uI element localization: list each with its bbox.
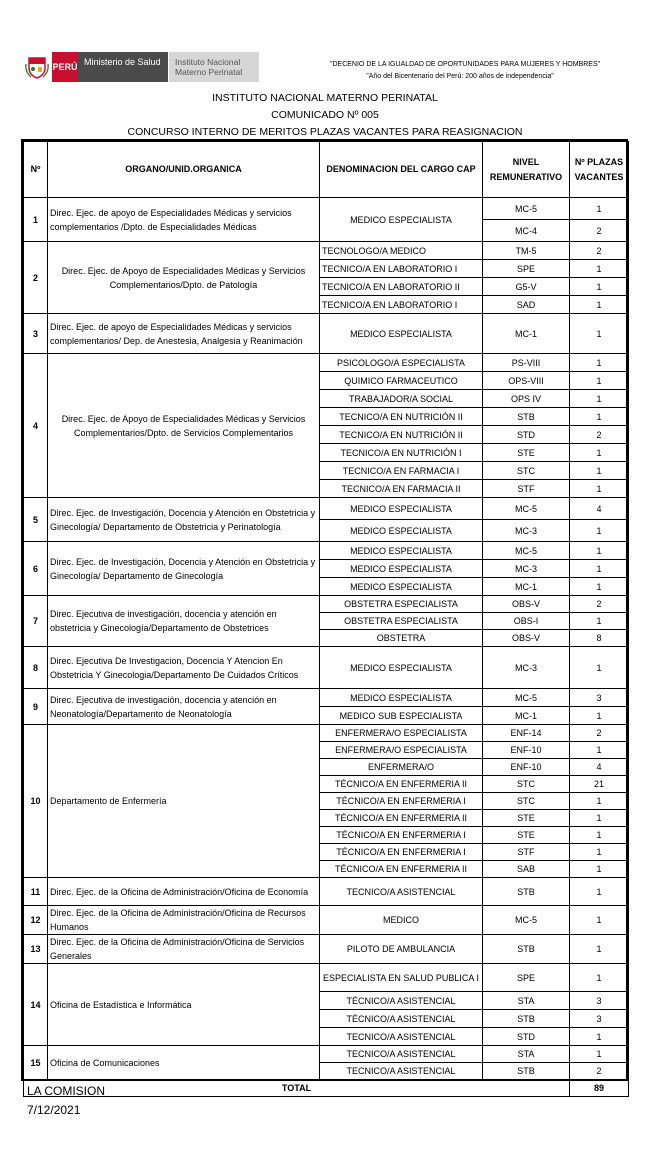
vacancy-count: 1: [570, 1046, 629, 1063]
pay-level: STE: [483, 444, 570, 462]
vacancy-count: 1: [570, 390, 629, 408]
vacancy-count: 3: [570, 689, 629, 707]
vacancy-count: 2: [570, 725, 629, 742]
coat-of-arms-icon: [22, 52, 52, 82]
position-name: TECNICO/A ASISTENCIAL: [320, 878, 483, 906]
position-name: OBSTETRA: [320, 630, 483, 647]
vacancy-count: 1: [570, 742, 629, 759]
organ-unit: Oficina de Estadística e Informática: [48, 964, 320, 1046]
row-number: 1: [24, 198, 48, 242]
vacancy-count: 1: [570, 408, 629, 426]
organ-unit: Direc. Ejec. de Apoyo de Especialidades Médicas y Servicios Complementarios/Dpto. de Servicios Complementarios: [48, 354, 320, 498]
table-row: [24, 935, 629, 964]
organ-unit: Oficina de Comunicaciones: [48, 1046, 320, 1080]
institute-title: INSTITUTO NACIONAL MATERNO PERINATAL: [212, 92, 438, 104]
table-row: [24, 242, 629, 260]
pay-level: SAD: [483, 296, 570, 314]
vacancy-count: 21: [570, 776, 629, 793]
vacancy-count: 1: [570, 647, 629, 689]
vacancy-count: 1: [570, 827, 629, 844]
row-number: 13: [24, 935, 48, 964]
pay-level: OBS-V: [483, 596, 570, 613]
pay-level: MC-5: [483, 906, 570, 935]
row-number: 9: [24, 689, 48, 725]
position-name: ENFERMERA/O ESPECIALISTA: [320, 725, 483, 742]
vacancy-count: 1: [570, 793, 629, 810]
pay-level: MC-1: [483, 707, 570, 725]
vacancy-count: 2: [570, 426, 629, 444]
row-number: 10: [24, 725, 48, 878]
vacancy-count: 1: [570, 444, 629, 462]
vacancy-count: 1: [570, 844, 629, 861]
organ-unit: Direc. Ejecutiva De Investigacion, Docencia Y Atencion En Obstetricia Y Ginecologia/Departamento De Cuidados Críticos: [48, 647, 320, 689]
pay-level: MC-1: [483, 578, 570, 596]
table-row: [24, 878, 629, 906]
position-name: PILOTO DE AMBULANCIA: [320, 935, 483, 964]
total-label: TOTAL: [24, 1080, 570, 1097]
position-name: MEDICO ESPECIALISTA: [320, 560, 483, 578]
vacancy-count: 1: [570, 462, 629, 480]
vacancy-count: 8: [570, 630, 629, 647]
pay-level: SAB: [483, 861, 570, 878]
position-name: TÉCNICO/A ASISTENCIAL: [320, 1010, 483, 1028]
vacancy-count: 1: [570, 935, 629, 964]
vacancy-count: 1: [570, 560, 629, 578]
position-name: TÉCNICO/A ASISTENCIAL: [320, 992, 483, 1010]
organ-unit: Direc. Ejec. de apoyo de Especialidades Médicas y servicios complementarios/ Dep. de Anestesia, Analgesia y Reanimación: [48, 314, 320, 354]
pay-level: STD: [483, 1028, 570, 1046]
position-name: ENFERMERA/O: [320, 759, 483, 776]
vacancy-count: 4: [570, 498, 629, 520]
organ-unit: Direc. Ejec. de la Oficina de Administración/Oficina de Economía: [48, 878, 320, 906]
header-level: NIVEL REMUNERATIVO: [483, 142, 570, 198]
table-row: [24, 689, 629, 707]
pay-level: STB: [483, 878, 570, 906]
position-name: TECNICO/A EN LABORATORIO I: [320, 260, 483, 278]
position-name: TÉCNICO/A EN ENFERMERIA I: [320, 844, 483, 861]
pay-level: MC-3: [483, 520, 570, 542]
pay-level: ENF-14: [483, 725, 570, 742]
vacancy-count: 1: [570, 861, 629, 878]
header-num: Nº: [24, 142, 48, 198]
position-name: MEDICO ESPECIALISTA: [320, 647, 483, 689]
organ-unit: Direc. Ejec. de Apoyo de Especialidades Médicas y Servicios Complementarios/Dpto. de Patología: [48, 242, 320, 314]
vacancy-count: 1: [570, 542, 629, 560]
position-name: TECNICO/A EN FARMACIA II: [320, 480, 483, 498]
pay-level: STE: [483, 827, 570, 844]
position-name: TECNICO/A ASISTENCIAL: [320, 1063, 483, 1080]
pay-level: STC: [483, 462, 570, 480]
pay-level: MC-3: [483, 647, 570, 689]
table-row: [24, 198, 629, 220]
vacancy-count: 1: [570, 354, 629, 372]
position-name: TECNOLOGO/A MEDICO: [320, 242, 483, 260]
vacancy-count: 1: [570, 613, 629, 630]
row-number: 4: [24, 354, 48, 498]
vacancy-count: 1: [570, 296, 629, 314]
position-name: MEDICO ESPECIALISTA: [320, 542, 483, 560]
vacancy-count: 2: [570, 242, 629, 260]
pay-level: STC: [483, 793, 570, 810]
position-name: TRABAJADOR/A SOCIAL: [320, 390, 483, 408]
pay-level: STB: [483, 1010, 570, 1028]
pay-level: STA: [483, 992, 570, 1010]
table-row: [24, 354, 629, 372]
position-name: TECNICO/A EN NUTRICIÓN II: [320, 408, 483, 426]
position-name: ENFERMERA/O ESPECIALISTA: [320, 742, 483, 759]
position-name: TECNICO/A ASISTENCIAL: [320, 1028, 483, 1046]
pay-level: OBS-I: [483, 613, 570, 630]
position-name: MEDICO ESPECIALISTA: [320, 498, 483, 520]
row-number: 11: [24, 878, 48, 906]
vacancy-count: 1: [570, 480, 629, 498]
table-row: [24, 596, 629, 613]
vacancy-count: 1: [570, 578, 629, 596]
pay-level: MC-5: [483, 198, 570, 220]
vacancy-count: 1: [570, 520, 629, 542]
row-number: 2: [24, 242, 48, 314]
position-name: TECNICO/A EN LABORATORIO II: [320, 278, 483, 296]
vacancy-count: 1: [570, 707, 629, 725]
pay-level: OPS-VIII: [483, 372, 570, 390]
total-row: [24, 1080, 629, 1097]
pay-level: MC-5: [483, 542, 570, 560]
position-name: TECNICO/A ASISTENCIAL: [320, 1046, 483, 1063]
pay-level: STF: [483, 480, 570, 498]
position-name: MEDICO ESPECIALISTA: [320, 314, 483, 354]
position-name: QUIMICO FARMACEUTICO: [320, 372, 483, 390]
position-name: MEDICO ESPECIALISTA: [320, 689, 483, 707]
pay-level: STB: [483, 1063, 570, 1080]
pay-level: SPE: [483, 260, 570, 278]
pay-level: STB: [483, 935, 570, 964]
vacancy-count: 1: [570, 1028, 629, 1046]
pay-level: G5-V: [483, 278, 570, 296]
organ-unit: Departamento de Enfermería: [48, 725, 320, 878]
row-number: 14: [24, 964, 48, 1046]
organ-unit: Direc. Ejec. de la Oficina de Administración/Oficina de Recursos Humanos: [48, 906, 320, 935]
row-number: 3: [24, 314, 48, 354]
position-name: MEDICO ESPECIALISTA: [320, 578, 483, 596]
vacancy-count: 2: [570, 596, 629, 613]
pay-level: MC-1: [483, 314, 570, 354]
pay-level: SPE: [483, 964, 570, 992]
row-number: 15: [24, 1046, 48, 1080]
position-name: MEDICO ESPECIALISTA: [320, 198, 483, 242]
row-number: 7: [24, 596, 48, 647]
table-row: [24, 647, 629, 689]
table-row: [24, 498, 629, 520]
position-name: MEDICO SUB ESPECIALISTA: [320, 707, 483, 725]
signature: LA COMISION: [27, 1084, 106, 1098]
date: 7/12/2021: [27, 1103, 81, 1117]
vacancy-count: 1: [570, 198, 629, 220]
vacancy-count: 1: [570, 810, 629, 827]
header-vacancies: Nº PLAZAS VACANTES: [570, 142, 629, 198]
position-name: MEDICO: [320, 906, 483, 935]
vacancy-count: 1: [570, 964, 629, 992]
organ-unit: Direc. Ejec. de la Oficina de Administración/Oficina de Servicios Generales: [48, 935, 320, 964]
position-name: TÉCNICO/A EN ENFERMERIA I: [320, 827, 483, 844]
row-number: 12: [24, 906, 48, 935]
vacancy-count: 2: [570, 1063, 629, 1080]
position-name: TÉCNICO/A EN ENFERMERIA II: [320, 776, 483, 793]
ministry-label: Ministerio de Salud: [78, 52, 168, 82]
position-name: TECNICO/A EN NUTRICIÓN II: [320, 426, 483, 444]
institute-label: Instituto Nacional Materno Perinatal: [169, 52, 259, 82]
total-value: 89: [570, 1080, 629, 1097]
position-name: OBSTETRA ESPECIALISTA: [320, 613, 483, 630]
vacancy-count: 4: [570, 759, 629, 776]
vacancy-count: 3: [570, 992, 629, 1010]
position-name: TECNICO/A EN LABORATORIO I: [320, 296, 483, 314]
position-name: OBSTETRA ESPECIALISTA: [320, 596, 483, 613]
vacancy-count: 1: [570, 372, 629, 390]
pay-level: OBS-V: [483, 630, 570, 647]
position-name: PSICOLOGO/A ESPECIALISTA: [320, 354, 483, 372]
position-name: ESPECIALISTA EN SALUD PUBLICA I: [320, 964, 483, 992]
position-name: TÉCNICO/A EN ENFERMERIA I: [320, 793, 483, 810]
row-number: 6: [24, 542, 48, 596]
pay-level: STA: [483, 1046, 570, 1063]
pay-level: OPS IV: [483, 390, 570, 408]
peru-label: PERÚ: [52, 52, 78, 82]
pay-level: STE: [483, 810, 570, 827]
vacancies-table: [23, 141, 629, 1097]
vacancy-count: 1: [570, 314, 629, 354]
vacancy-count: 3: [570, 1010, 629, 1028]
position-name: MEDICO ESPECIALISTA: [320, 520, 483, 542]
pay-level: MC-4: [483, 220, 570, 242]
pay-level: MC-5: [483, 498, 570, 520]
pay-level: MC-3: [483, 560, 570, 578]
row-number: 5: [24, 498, 48, 542]
table-row: [24, 1046, 629, 1063]
pay-level: PS-VIII: [483, 354, 570, 372]
communique-title: COMUNICADO Nº 005: [271, 109, 379, 121]
row-number: 8: [24, 647, 48, 689]
institution-logo: [22, 52, 259, 82]
organ-unit: Direc. Ejecutiva de investigación, docencia y atención en Neonatología/Departamento de Neonatología: [48, 689, 320, 725]
footer: [27, 1082, 105, 1120]
position-name: TÉCNICO/A EN ENFERMERIA II: [320, 861, 483, 878]
vacancy-count: 1: [570, 260, 629, 278]
header-position: DENOMINACION DEL CARGO CAP: [320, 142, 483, 198]
pay-level: STC: [483, 776, 570, 793]
vacancy-count: 1: [570, 906, 629, 935]
document-titles: [0, 90, 650, 141]
pay-level: TM-5: [483, 242, 570, 260]
pay-level: STD: [483, 426, 570, 444]
header-organ: ORGANO/UNID.ORGANICA: [48, 142, 320, 198]
decenio-line: "DECENIO DE LA IGUALDAD DE OPORTUNIDADES PARA MUJERES Y HOMBRES": [330, 61, 601, 68]
table-row: [24, 906, 629, 935]
organ-unit: Direc. Ejec. de Investigación, Docencia y Atención en Obstetricia y Ginecología/ Departamento de Ginecología: [48, 542, 320, 596]
vacancy-count: 1: [570, 278, 629, 296]
decenio-header: [330, 59, 601, 83]
organ-unit: Direc. Ejec. de apoyo de Especialidades Médicas y servicios complementarios /Dpto. de Especialidades Médicas: [48, 198, 320, 242]
contest-title: CONCURSO INTERNO DE MERITOS PLAZAS VACANTES PARA REASIGNACION: [127, 126, 523, 138]
table-row: [24, 725, 629, 742]
organ-unit: Direc. Ejecutiva de investigación, docencia y atención en obstetricia y Ginecología/Departamento de Obstetrices: [48, 596, 320, 647]
organ-unit: Direc. Ejec. de Investigación, Docencia y Atención en Obstetricia y Ginecología/ Departamento de Obstetricia y Perinatología: [48, 498, 320, 542]
position-name: TÉCNICO/A EN ENFERMERIA II: [320, 810, 483, 827]
pay-level: ENF-10: [483, 759, 570, 776]
pay-level: MC-5: [483, 689, 570, 707]
vacancy-count: 2: [570, 220, 629, 242]
pay-level: STB: [483, 408, 570, 426]
table-row: [24, 964, 629, 992]
year-line: "Año del Bicentenario del Perú: 200 años de independencia": [366, 73, 554, 80]
pay-level: ENF-10: [483, 742, 570, 759]
table-header-row: [24, 142, 629, 198]
vacancy-count: 1: [570, 878, 629, 906]
position-name: TECNICO/A EN NUTRICIÓN I: [320, 444, 483, 462]
table-row: [24, 314, 629, 354]
pay-level: STF: [483, 844, 570, 861]
table-row: [24, 542, 629, 560]
position-name: TECNICO/A EN FARMACIA I: [320, 462, 483, 480]
